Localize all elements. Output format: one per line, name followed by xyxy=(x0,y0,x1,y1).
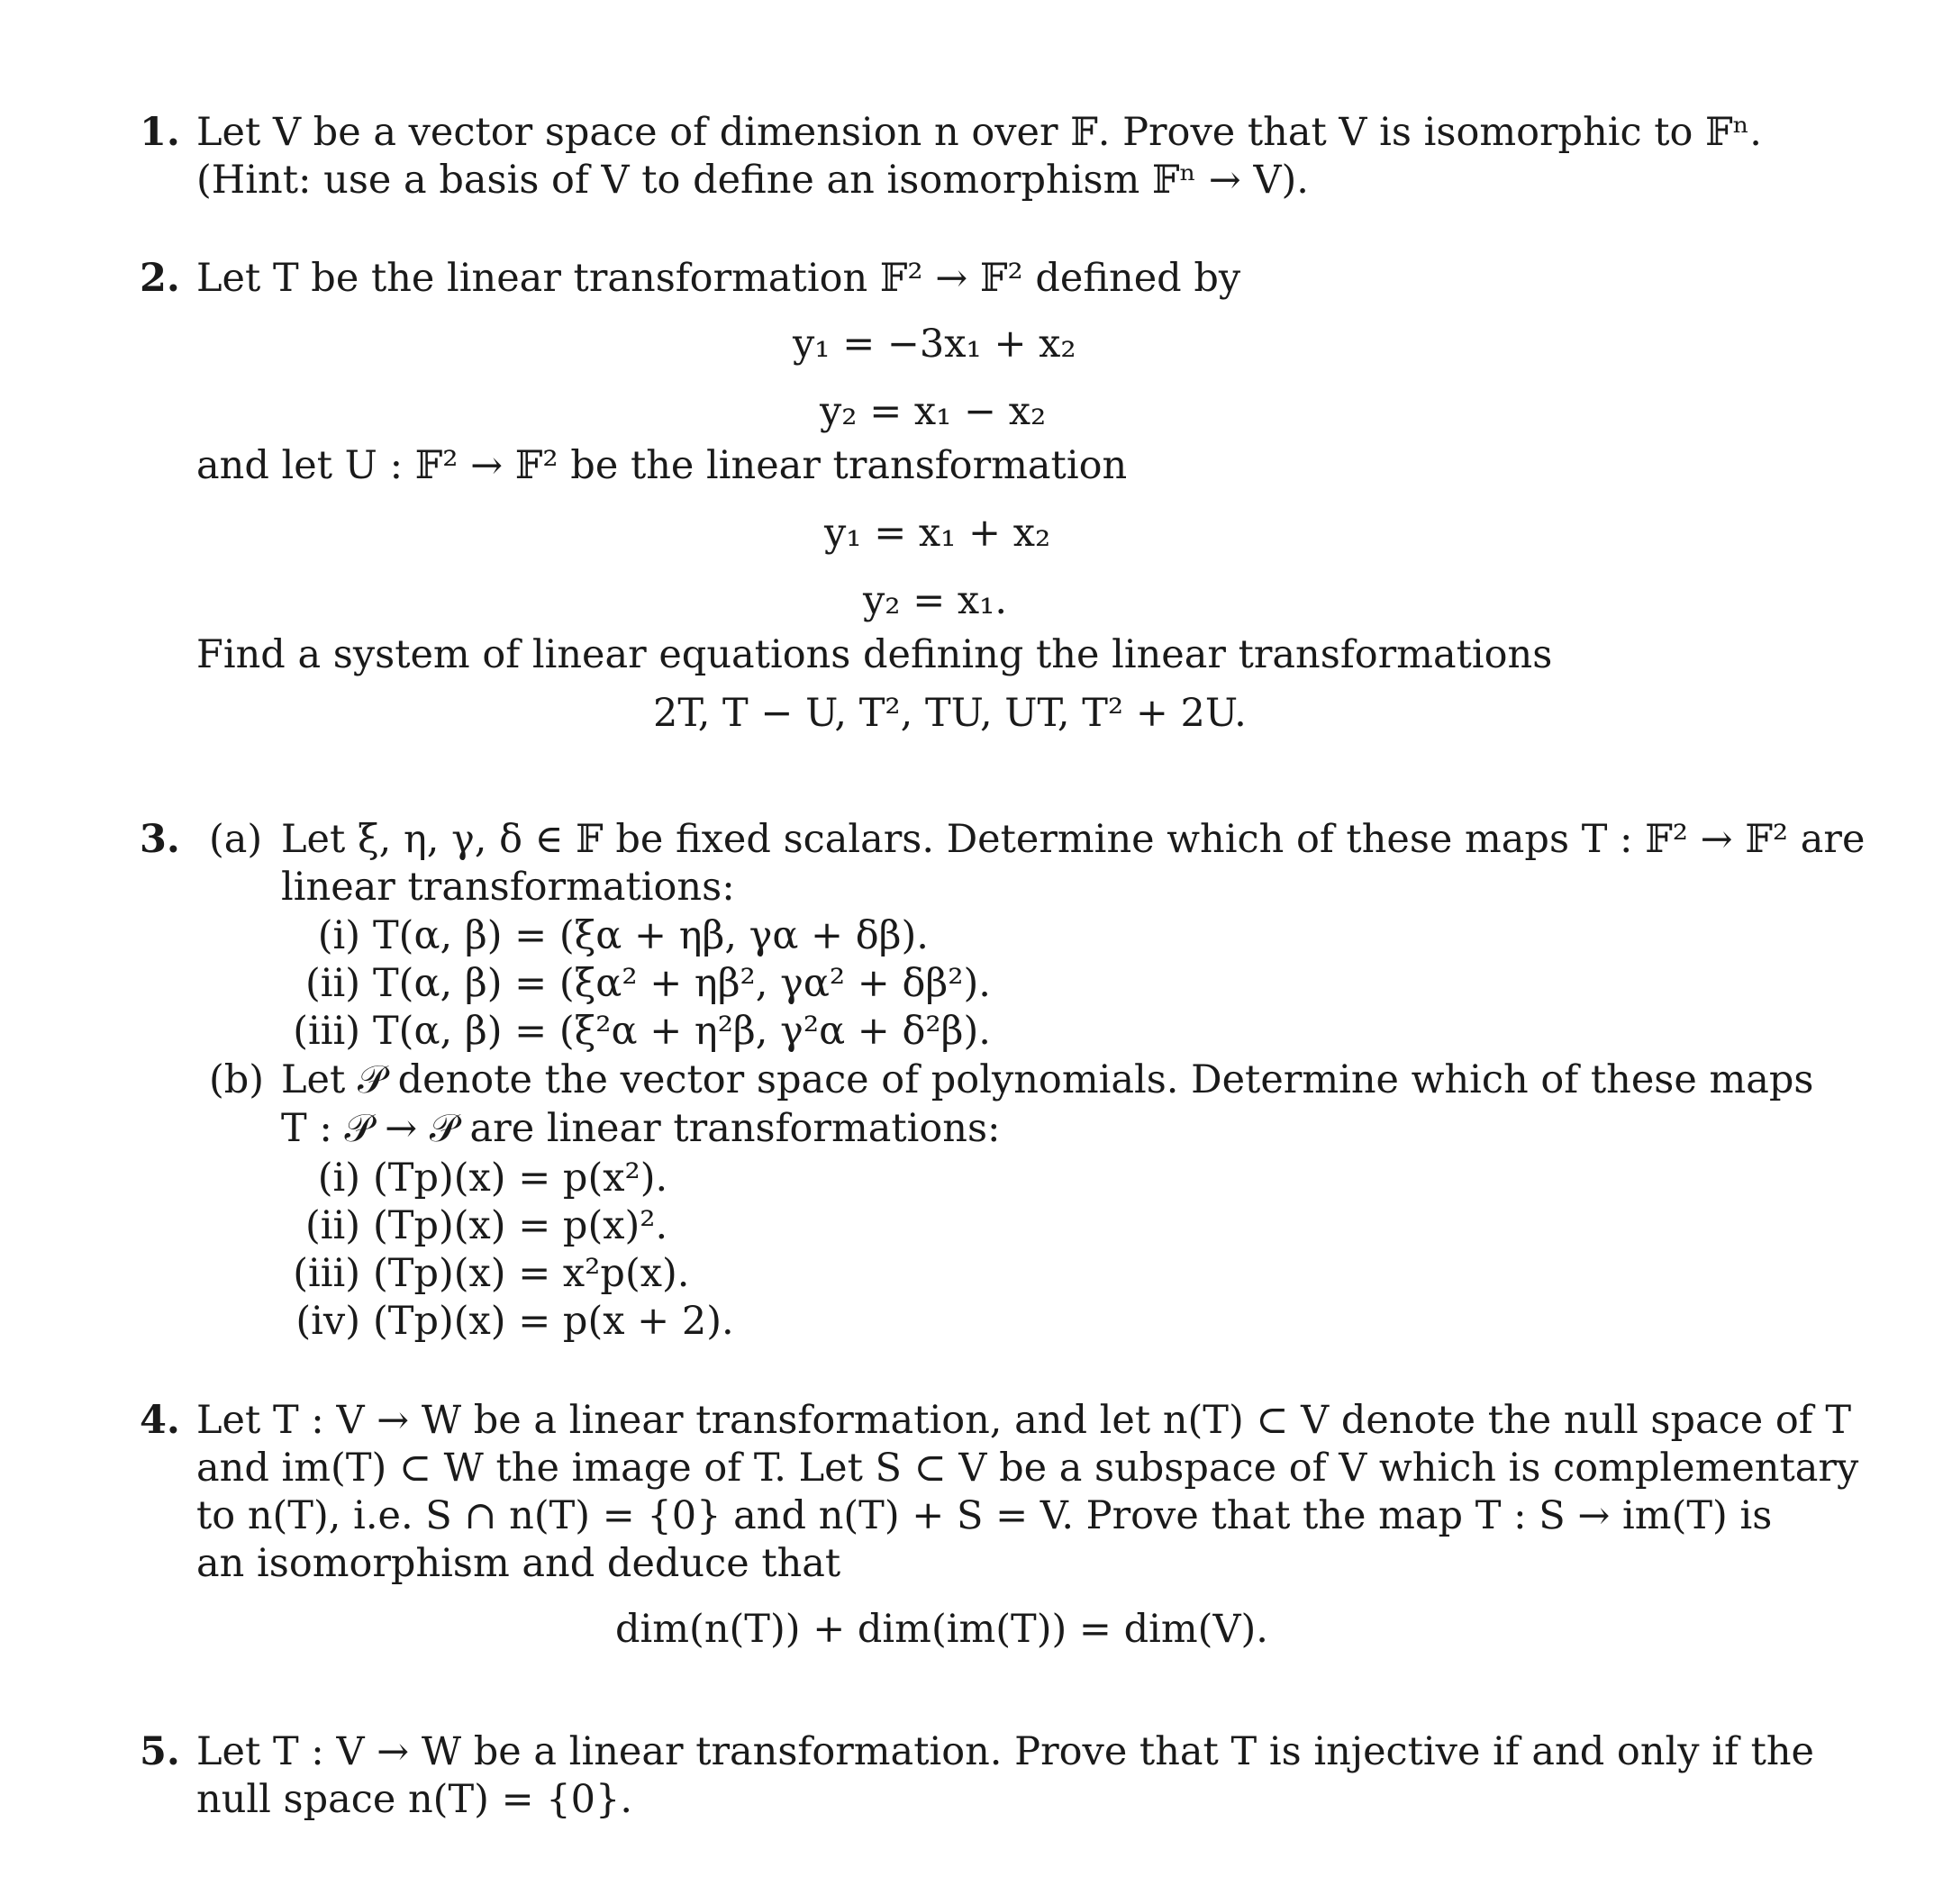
problem-3b-item-4 xyxy=(261,1297,734,1346)
problem-1-number: 1. xyxy=(140,110,180,155)
problem-2-t-equation-2: y₂ = x₁ − x₂ xyxy=(820,389,1047,434)
problem-3b-item-3 xyxy=(261,1249,689,1298)
item-text: T(α, β) = (ξα + ηβ, γα + δβ). xyxy=(373,913,929,958)
problem-3-part-a-label: (a) xyxy=(209,817,263,862)
problem-3b-item-1 xyxy=(261,1154,667,1202)
problem-3-part-b-line-1: Let 𝒫 denote the vector space of polynomials. Determine which of these maps xyxy=(281,1057,1814,1102)
item-label: (ii) xyxy=(304,1203,360,1248)
problem-4-line-2: and im(T) ⊂ W the image of T. Let S ⊂ V be a subspace of V which is complementary xyxy=(196,1446,1859,1491)
problem-1-line-2: (Hint: use a basis of V to define an isomorphism 𝔽ⁿ → V). xyxy=(196,158,1309,203)
problem-3-number: 3. xyxy=(140,817,180,862)
problem-3a-item-1 xyxy=(261,911,929,960)
item-label: (iii) xyxy=(293,1009,360,1054)
problem-4-line-1: Let T : V → W be a linear transformation, and let n(T) ⊂ V denote the null space of T xyxy=(196,1398,1852,1443)
problem-5-number: 5. xyxy=(140,1729,180,1774)
item-text: (Tp)(x) = x²p(x). xyxy=(373,1251,690,1296)
problem-1-line-1: Let V be a vector space of dimension n over 𝔽. Prove that V is isomorphic to 𝔽ⁿ. xyxy=(196,110,1762,155)
problem-2-transformation-list: 2T, T − U, T², TU, UT, T² + 2U. xyxy=(653,691,1247,736)
item-label: (i) xyxy=(317,1156,360,1201)
problem-3-part-a-line-1: Let ξ, η, γ, δ ∈ 𝔽 be fixed scalars. Determine which of these maps T : 𝔽² → 𝔽² are xyxy=(281,817,1866,862)
problem-4-line-4: an isomorphism and deduce that xyxy=(196,1541,841,1586)
problem-5-line-1: Let T : V → W be a linear transformation. Prove that T is injective if and only if the xyxy=(196,1729,1814,1774)
problem-3b-item-2 xyxy=(261,1201,667,1250)
problem-3-part-b-line-2: T : 𝒫 → 𝒫 are linear transformations: xyxy=(281,1106,1001,1151)
item-text: T(α, β) = (ξ²α + η²β, γ²α + δ²β). xyxy=(373,1009,991,1054)
problem-4-line-3: to n(T), i.e. S ∩ n(T) = {0} and n(T) + S = V. Prove that the map T : S → im(T) is xyxy=(196,1493,1773,1538)
problem-2-number: 2. xyxy=(140,256,180,301)
problem-5-line-2: null space n(T) = {0}. xyxy=(196,1777,633,1822)
item-label: (iii) xyxy=(293,1251,360,1296)
item-label: (iv) xyxy=(295,1299,360,1344)
problem-4-equation: dim(n(T)) + dim(im(T)) = dim(V). xyxy=(615,1607,1268,1652)
problem-3a-item-3 xyxy=(261,1007,991,1056)
problem-4-number: 4. xyxy=(140,1398,180,1443)
item-text: T(α, β) = (ξα² + ηβ², γα² + δβ²). xyxy=(373,961,991,1006)
item-label: (ii) xyxy=(304,961,360,1006)
problem-2-u-equation-2: y₂ = x₁. xyxy=(863,578,1008,623)
problem-2-t-equation-1: y₁ = −3x₁ + x₂ xyxy=(793,322,1076,367)
item-text: (Tp)(x) = p(x + 2). xyxy=(373,1299,734,1344)
problem-2-find: Find a system of linear equations defining the linear transformations xyxy=(196,632,1553,677)
item-text: (Tp)(x) = p(x²). xyxy=(373,1156,668,1201)
problem-2-u-intro: and let U : 𝔽² → 𝔽² be the linear transformation xyxy=(196,443,1128,488)
problem-3-part-a-line-2: linear transformations: xyxy=(281,865,735,910)
item-text: (Tp)(x) = p(x)². xyxy=(373,1203,668,1248)
problem-2-u-equation-1: y₁ = x₁ + x₂ xyxy=(824,511,1051,556)
problem-3a-item-2 xyxy=(261,959,991,1008)
problem-3-part-b-label: (b) xyxy=(209,1057,265,1102)
problem-2-intro: Let T be the linear transformation 𝔽² → 𝔽² defined by xyxy=(196,256,1241,301)
item-label: (i) xyxy=(317,913,360,958)
